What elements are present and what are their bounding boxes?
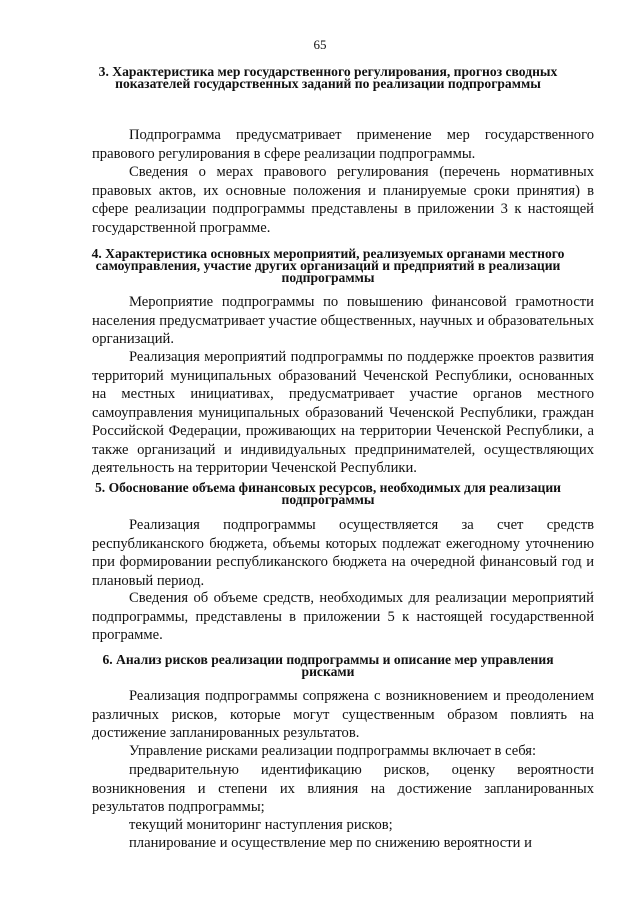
section-heading-6: 6. Анализ рисков реализации подпрограммы и описание мер управления рисками	[102, 652, 554, 679]
paragraph: планирование и осуществление мер по снижению вероятности и	[129, 835, 532, 851]
section-heading-5: 5. Обоснование объема финансовых ресурсов, необходимых для реализации подпрограммы	[94, 480, 562, 507]
paragraph: Сведения о мерах правового регулирования (перечень нормативных правовых актов, их основные положения и планируемые сроки принятия) в сфере реализации подпрограммы представлены в приложении 3 к настоящей государственной программе.	[92, 164, 594, 236]
paragraph: Реализация подпрограммы сопряжена с возникновением и преодолением различных рисков, которые могут существенным образом повлиять на достижение запланированных результатов.	[92, 688, 594, 741]
paragraph: Управление рисками реализации подпрограммы включает в себя:	[129, 743, 537, 759]
section-heading-3: 3. Характеристика мер государственного регулирования, прогноз сводных показателей государственных заданий по реализации подпрограммы	[98, 64, 558, 91]
paragraph: Подпрограмма предусматривает применение мер государственного правового регулирования в сфере реализации подпрограммы.	[92, 127, 594, 162]
paragraph: Реализация подпрограммы осуществляется за счет средств республиканского бюджета, объемы которых подлежат ежегодному уточнению при формировании республиканского бюджета на очередной финансовый год и плановый период.	[92, 517, 594, 589]
section-heading-4: 4. Характеристика основных мероприятий, реализуемых органами местного самоуправления, участие других организаций и предприятий в реализации подпрограммы	[91, 246, 565, 285]
page-number: 65	[313, 37, 327, 52]
paragraph: Мероприятие подпрограммы по повышению финансовой грамотности населения предусматривает участие общественных, научных и образовательных организаций.	[92, 294, 594, 347]
paragraph: Реализация мероприятий подпрограммы по поддержке проектов развития территорий муниципальных образований Чеченской Республики, основанных на местных инициативах, предусматривает участие органов местного самоуправления муниципальных образований Чеченской Республики, граждан Российской Федерации, проживающих на территории Чеченской Республики, а также организаций и индивидуальных предпринимателей, осуществляющих деятельность на территории Чеченской Республики.	[92, 349, 594, 476]
paragraph: предварительную идентификацию рисков, оценку вероятности возникновения и степени их влияния на достижение запланированных результатов подпрограммы;	[92, 762, 594, 815]
paragraph: Сведения об объеме средств, необходимых для реализации мероприятий подпрограммы, представлены в приложении 5 к настоящей государственной программе.	[92, 590, 594, 643]
paragraph: текущий мониторинг наступления рисков;	[129, 817, 393, 833]
